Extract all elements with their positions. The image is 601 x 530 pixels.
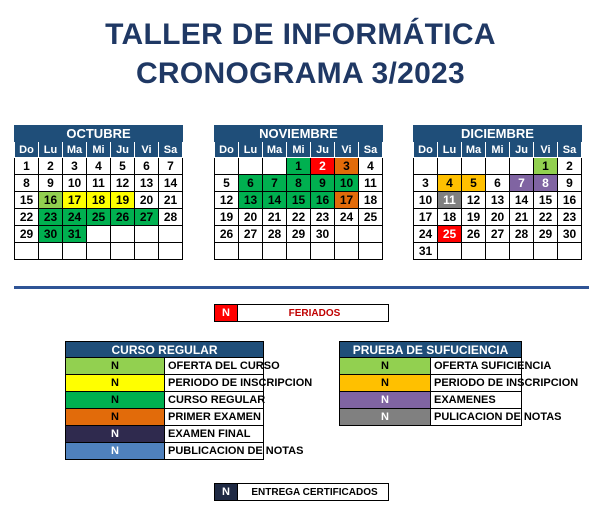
day-cell — [462, 158, 486, 175]
day-cell: 22 — [15, 209, 39, 226]
day-cell — [15, 243, 39, 260]
day-cell — [486, 158, 510, 175]
day-cell: 19 — [215, 209, 239, 226]
legend-label: EXAMENES — [431, 392, 522, 409]
month-header: OCTUBRE — [15, 126, 183, 142]
weekday-header: Mi — [87, 142, 111, 158]
day-cell: 19 — [111, 192, 135, 209]
legend-swatch: N — [66, 375, 165, 392]
day-cell: 15 — [15, 192, 39, 209]
weekday-header: Sa — [359, 142, 383, 158]
legend-feriados — [214, 304, 389, 322]
day-cell: 7 — [510, 175, 534, 192]
day-cell: 17 — [335, 192, 359, 209]
day-cell: 2 — [311, 158, 335, 175]
month-header: NOVIEMBRE — [215, 126, 383, 142]
day-cell: 26 — [111, 209, 135, 226]
day-cell — [239, 158, 263, 175]
legend-curso-regular-title: CURSO REGULAR — [66, 342, 264, 358]
weekday-header: Lu — [39, 142, 63, 158]
day-cell — [311, 243, 335, 260]
day-cell: 1 — [287, 158, 311, 175]
day-cell: 11 — [359, 175, 383, 192]
legend-swatch: N — [66, 443, 165, 460]
weekday-header: Ju — [311, 142, 335, 158]
weekday-header: Ma — [462, 142, 486, 158]
day-cell — [438, 158, 462, 175]
day-cell: 16 — [311, 192, 335, 209]
day-cell: 15 — [534, 192, 558, 209]
day-cell — [414, 158, 438, 175]
day-cell — [335, 226, 359, 243]
weekday-header: Vi — [135, 142, 159, 158]
day-cell: 27 — [135, 209, 159, 226]
day-cell: 26 — [462, 226, 486, 243]
day-cell: 9 — [311, 175, 335, 192]
legend-curso-regular — [65, 341, 313, 460]
day-cell: 18 — [87, 192, 111, 209]
day-cell: 23 — [311, 209, 335, 226]
day-cell: 18 — [359, 192, 383, 209]
day-cell: 13 — [135, 175, 159, 192]
day-cell: 25 — [87, 209, 111, 226]
day-cell: 13 — [239, 192, 263, 209]
day-cell: 22 — [534, 209, 558, 226]
day-cell — [359, 243, 383, 260]
day-cell: 30 — [558, 226, 582, 243]
day-cell — [111, 226, 135, 243]
day-cell: 31 — [414, 243, 438, 260]
day-cell: 18 — [438, 209, 462, 226]
weekday-header: Vi — [534, 142, 558, 158]
day-cell — [335, 243, 359, 260]
weekday-header: Ju — [111, 142, 135, 158]
weekday-header: Vi — [335, 142, 359, 158]
day-cell — [215, 243, 239, 260]
day-cell: 21 — [159, 192, 183, 209]
day-cell — [510, 158, 534, 175]
day-cell — [438, 243, 462, 260]
day-cell: 25 — [438, 226, 462, 243]
day-cell: 5 — [215, 175, 239, 192]
page-title: TALLER DE INFORMÁTICA — [105, 18, 496, 51]
weekday-header: Mi — [486, 142, 510, 158]
day-cell: 7 — [159, 158, 183, 175]
day-cell: 14 — [263, 192, 287, 209]
day-cell: 19 — [462, 209, 486, 226]
legend-label: CURSO REGULAR — [165, 392, 264, 409]
month-header: DICIEMBRE — [414, 126, 582, 142]
day-cell — [510, 243, 534, 260]
legend-prueba-suficiencia-title: PRUEBA DE SUFUCIENCIA — [340, 342, 522, 358]
calendar-octubre — [14, 125, 183, 260]
day-cell: 15 — [287, 192, 311, 209]
day-cell: 17 — [63, 192, 87, 209]
day-cell: 16 — [558, 192, 582, 209]
day-cell: 7 — [263, 175, 287, 192]
weekday-header: Lu — [239, 142, 263, 158]
day-cell — [135, 243, 159, 260]
day-cell: 11 — [438, 192, 462, 209]
day-cell: 25 — [359, 209, 383, 226]
day-cell: 6 — [239, 175, 263, 192]
certificados-swatch: N — [215, 484, 238, 501]
legend-swatch: N — [66, 426, 165, 443]
weekday-header: Ma — [263, 142, 287, 158]
day-cell: 8 — [287, 175, 311, 192]
day-cell: 20 — [486, 209, 510, 226]
day-cell — [263, 243, 287, 260]
day-cell: 21 — [263, 209, 287, 226]
day-cell — [462, 243, 486, 260]
day-cell: 27 — [239, 226, 263, 243]
day-cell: 20 — [135, 192, 159, 209]
legend-swatch: N — [66, 409, 165, 426]
day-cell: 29 — [15, 226, 39, 243]
weekday-header: Sa — [159, 142, 183, 158]
day-cell: 1 — [15, 158, 39, 175]
page-subtitle: CRONOGRAMA 3/2023 — [135, 57, 466, 90]
day-cell — [287, 243, 311, 260]
day-cell: 21 — [510, 209, 534, 226]
day-cell: 9 — [558, 175, 582, 192]
day-cell: 31 — [63, 226, 87, 243]
separator-line — [14, 286, 589, 289]
weekday-header: Do — [15, 142, 39, 158]
day-cell: 28 — [159, 209, 183, 226]
day-cell: 8 — [534, 175, 558, 192]
day-cell: 3 — [335, 158, 359, 175]
day-cell — [558, 243, 582, 260]
day-cell — [159, 243, 183, 260]
day-cell: 23 — [39, 209, 63, 226]
day-cell: 17 — [414, 209, 438, 226]
day-cell — [159, 226, 183, 243]
certificados-label: ENTREGA CERTIFICADOS — [238, 484, 389, 501]
legend-label: EXAMEN FINAL — [165, 426, 264, 443]
calendar-noviembre — [214, 125, 383, 260]
day-cell: 8 — [15, 175, 39, 192]
weekday-header: Ma — [63, 142, 87, 158]
day-cell: 27 — [486, 226, 510, 243]
day-cell: 10 — [414, 192, 438, 209]
day-cell: 10 — [335, 175, 359, 192]
legend-swatch: N — [66, 392, 165, 409]
calendar-diciembre — [413, 125, 582, 260]
legend-label: PERIODO DE INSCRIPCION — [165, 375, 264, 392]
weekday-header: Do — [215, 142, 239, 158]
day-cell: 24 — [414, 226, 438, 243]
day-cell — [111, 243, 135, 260]
day-cell: 29 — [287, 226, 311, 243]
day-cell: 4 — [359, 158, 383, 175]
day-cell: 14 — [159, 175, 183, 192]
day-cell: 4 — [87, 158, 111, 175]
day-cell: 24 — [335, 209, 359, 226]
legend-swatch: N — [340, 358, 431, 375]
legend-label: OFERTA SUFICIENCIA — [431, 358, 522, 375]
day-cell — [87, 243, 111, 260]
day-cell: 3 — [63, 158, 87, 175]
legend-label: PULICACION DE NOTAS — [431, 409, 522, 426]
legend-label: PRIMER EXAMEN — [165, 409, 264, 426]
day-cell: 6 — [135, 158, 159, 175]
day-cell: 3 — [414, 175, 438, 192]
day-cell — [486, 243, 510, 260]
day-cell: 28 — [263, 226, 287, 243]
feriado-swatch: N — [215, 305, 238, 322]
legend-label: PUBLICACION DE NOTAS — [165, 443, 264, 460]
legend-swatch: N — [340, 392, 431, 409]
day-cell: 9 — [39, 175, 63, 192]
day-cell — [135, 226, 159, 243]
legend-swatch: N — [340, 375, 431, 392]
day-cell: 5 — [111, 158, 135, 175]
day-cell — [263, 158, 287, 175]
day-cell: 24 — [63, 209, 87, 226]
day-cell: 10 — [63, 175, 87, 192]
legend-certificados — [214, 483, 389, 501]
day-cell: 14 — [510, 192, 534, 209]
day-cell: 6 — [486, 175, 510, 192]
day-cell: 23 — [558, 209, 582, 226]
day-cell: 30 — [39, 226, 63, 243]
day-cell: 12 — [462, 192, 486, 209]
day-cell — [63, 243, 87, 260]
day-cell — [87, 226, 111, 243]
day-cell — [39, 243, 63, 260]
legend-swatch: N — [66, 358, 165, 375]
day-cell: 22 — [287, 209, 311, 226]
day-cell — [215, 158, 239, 175]
day-cell: 28 — [510, 226, 534, 243]
legend-label: PERIODO DE INSCRIPCION — [431, 375, 522, 392]
day-cell: 12 — [215, 192, 239, 209]
weekday-header: Do — [414, 142, 438, 158]
day-cell: 30 — [311, 226, 335, 243]
day-cell: 12 — [111, 175, 135, 192]
day-cell — [239, 243, 263, 260]
day-cell: 11 — [87, 175, 111, 192]
day-cell: 2 — [558, 158, 582, 175]
day-cell: 20 — [239, 209, 263, 226]
day-cell: 13 — [486, 192, 510, 209]
weekday-header: Ju — [510, 142, 534, 158]
day-cell: 16 — [39, 192, 63, 209]
day-cell: 1 — [534, 158, 558, 175]
day-cell: 2 — [39, 158, 63, 175]
legend-prueba-suficiencia — [339, 341, 579, 426]
day-cell: 4 — [438, 175, 462, 192]
day-cell: 29 — [534, 226, 558, 243]
legend-label: OFERTA DEL CURSO — [165, 358, 264, 375]
weekday-header: Sa — [558, 142, 582, 158]
feriado-label: FERIADOS — [238, 305, 389, 322]
weekday-header: Mi — [287, 142, 311, 158]
weekday-header: Lu — [438, 142, 462, 158]
day-cell: 26 — [215, 226, 239, 243]
day-cell — [534, 243, 558, 260]
legend-swatch: N — [340, 409, 431, 426]
day-cell: 5 — [462, 175, 486, 192]
day-cell — [359, 226, 383, 243]
